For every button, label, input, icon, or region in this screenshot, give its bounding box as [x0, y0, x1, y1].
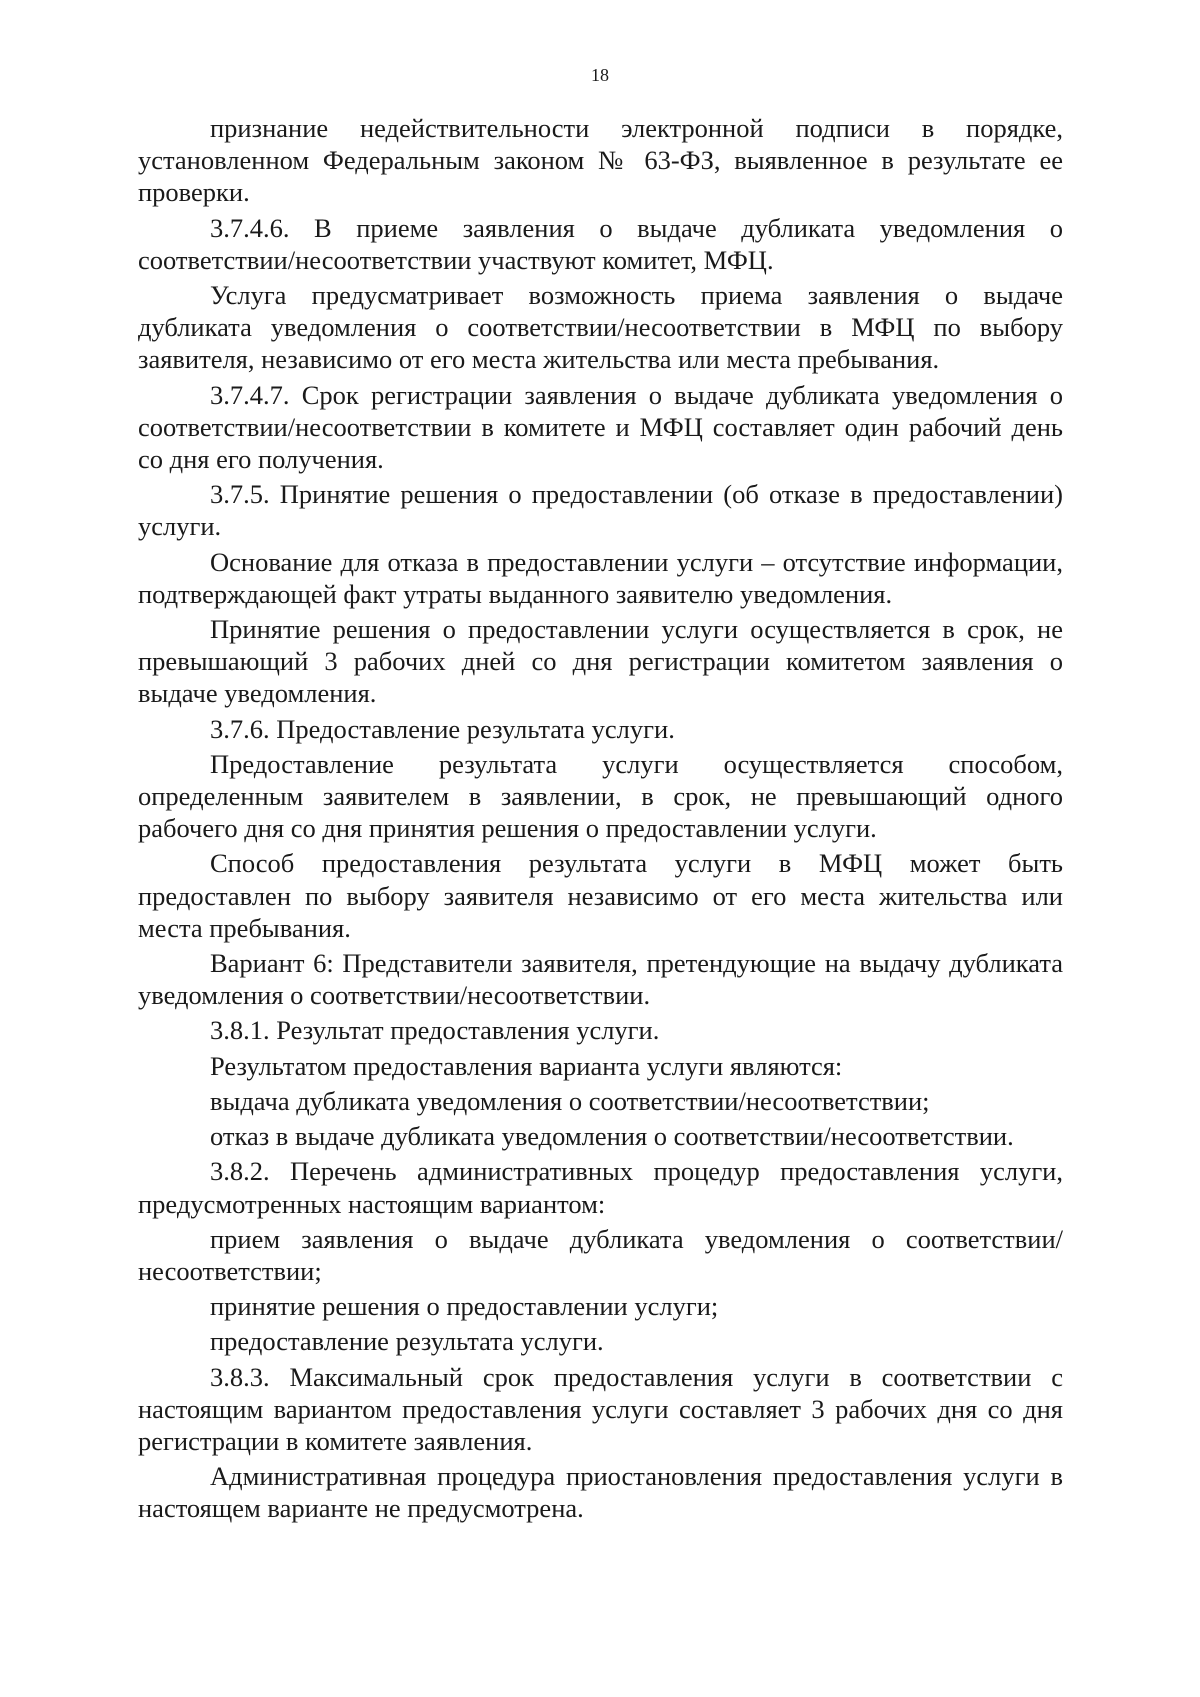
paragraph-5: 3.7.5. Принятие решения о предоставлении (об отказе в предоставлении) услуги. — [138, 479, 1063, 542]
paragraph-16: 3.8.2. Перечень административных процедур предоставления услуги, предусмотренных настоящим вариантом: — [138, 1156, 1063, 1219]
paragraph-2: 3.7.4.6. В приеме заявления о выдаче дубликата уведомления о соответствии/несоответствии участвуют комитет, МФЦ. — [138, 212, 1063, 275]
paragraph-13: Результатом предоставления варианта услуги являются: — [210, 1050, 843, 1081]
paragraph-8: 3.7.6. Предоставление результата услуги. — [210, 713, 675, 744]
paragraph-3: Услуга предусматривает возможность приема заявления о выдаче дубликата уведомления о соответствии/несоответствии в МФЦ по выбору заявителя, независимо от его места жительства или места пребывания. — [138, 280, 1063, 375]
paragraph-17: прием заявления о выдаче дубликата уведомления о соответствии/несоответствии; — [138, 1223, 1063, 1286]
paragraph-21: Административная процедура приостановления предоставления услуги в настоящем варианте не предусмотрена. — [138, 1461, 1063, 1524]
paragraph-18: принятие решения о предоставлении услуги; — [210, 1291, 719, 1322]
paragraph-14: выдача дубликата уведомления о соответствии/несоответствии; — [210, 1085, 930, 1116]
paragraph-10: Способ предоставления результата услуги в МФЦ может быть предоставлен по выбору заявителя независимо от его места жительства или места пребывания. — [138, 848, 1063, 943]
paragraph-11: Вариант 6: Представители заявителя, претендующие на выдачу дубликата уведомления о соответствии/несоответствии. — [138, 948, 1063, 1011]
paragraph-4: 3.7.4.7. Срок регистрации заявления о выдаче дубликата уведомления о соответствии/несоответствии в комитете и МФЦ составляет один рабочий день со дня его получения. — [138, 379, 1063, 475]
paragraph-7: Принятие решения о предоставлении услуги осуществляется в срок, не превышающий 3 рабочих дней со дня регистрации комитетом заявления о выдаче уведомления. — [138, 614, 1063, 709]
paragraph-12: 3.8.1. Результат предоставления услуги. — [210, 1015, 660, 1046]
paragraph-15: отказ в выдаче дубликата уведомления о соответствии/несоответствии. — [210, 1121, 1014, 1152]
paragraph-20: 3.8.3. Максимальный срок предоставления услуги в соответствии с настоящим вариантом предоставления услуги составляет 3 рабочих дня со дня регистрации в комитете заявления. — [138, 1361, 1063, 1456]
paragraph-9: Предоставление результата услуги осуществляется способом, определенным заявителем в заявлении, в срок, не превышающий одного рабочего дня со дня принятия решения о предоставлении услуги. — [138, 748, 1063, 844]
page-number: 18 — [591, 65, 609, 85]
document-body — [138, 112, 1063, 1528]
paragraph-1: признание недействительности электронной подписи в порядке, установленном Федеральным законом № 63-ФЗ, выявленное в результате ее проверки. — [138, 113, 1063, 208]
paragraph-6: Основание для отказа в предоставлении услуги – отсутствие информации, подтверждающей факт утраты выданного заявителю уведомления. — [138, 546, 1063, 609]
paragraph-19: предоставление результата услуги. — [210, 1326, 604, 1357]
